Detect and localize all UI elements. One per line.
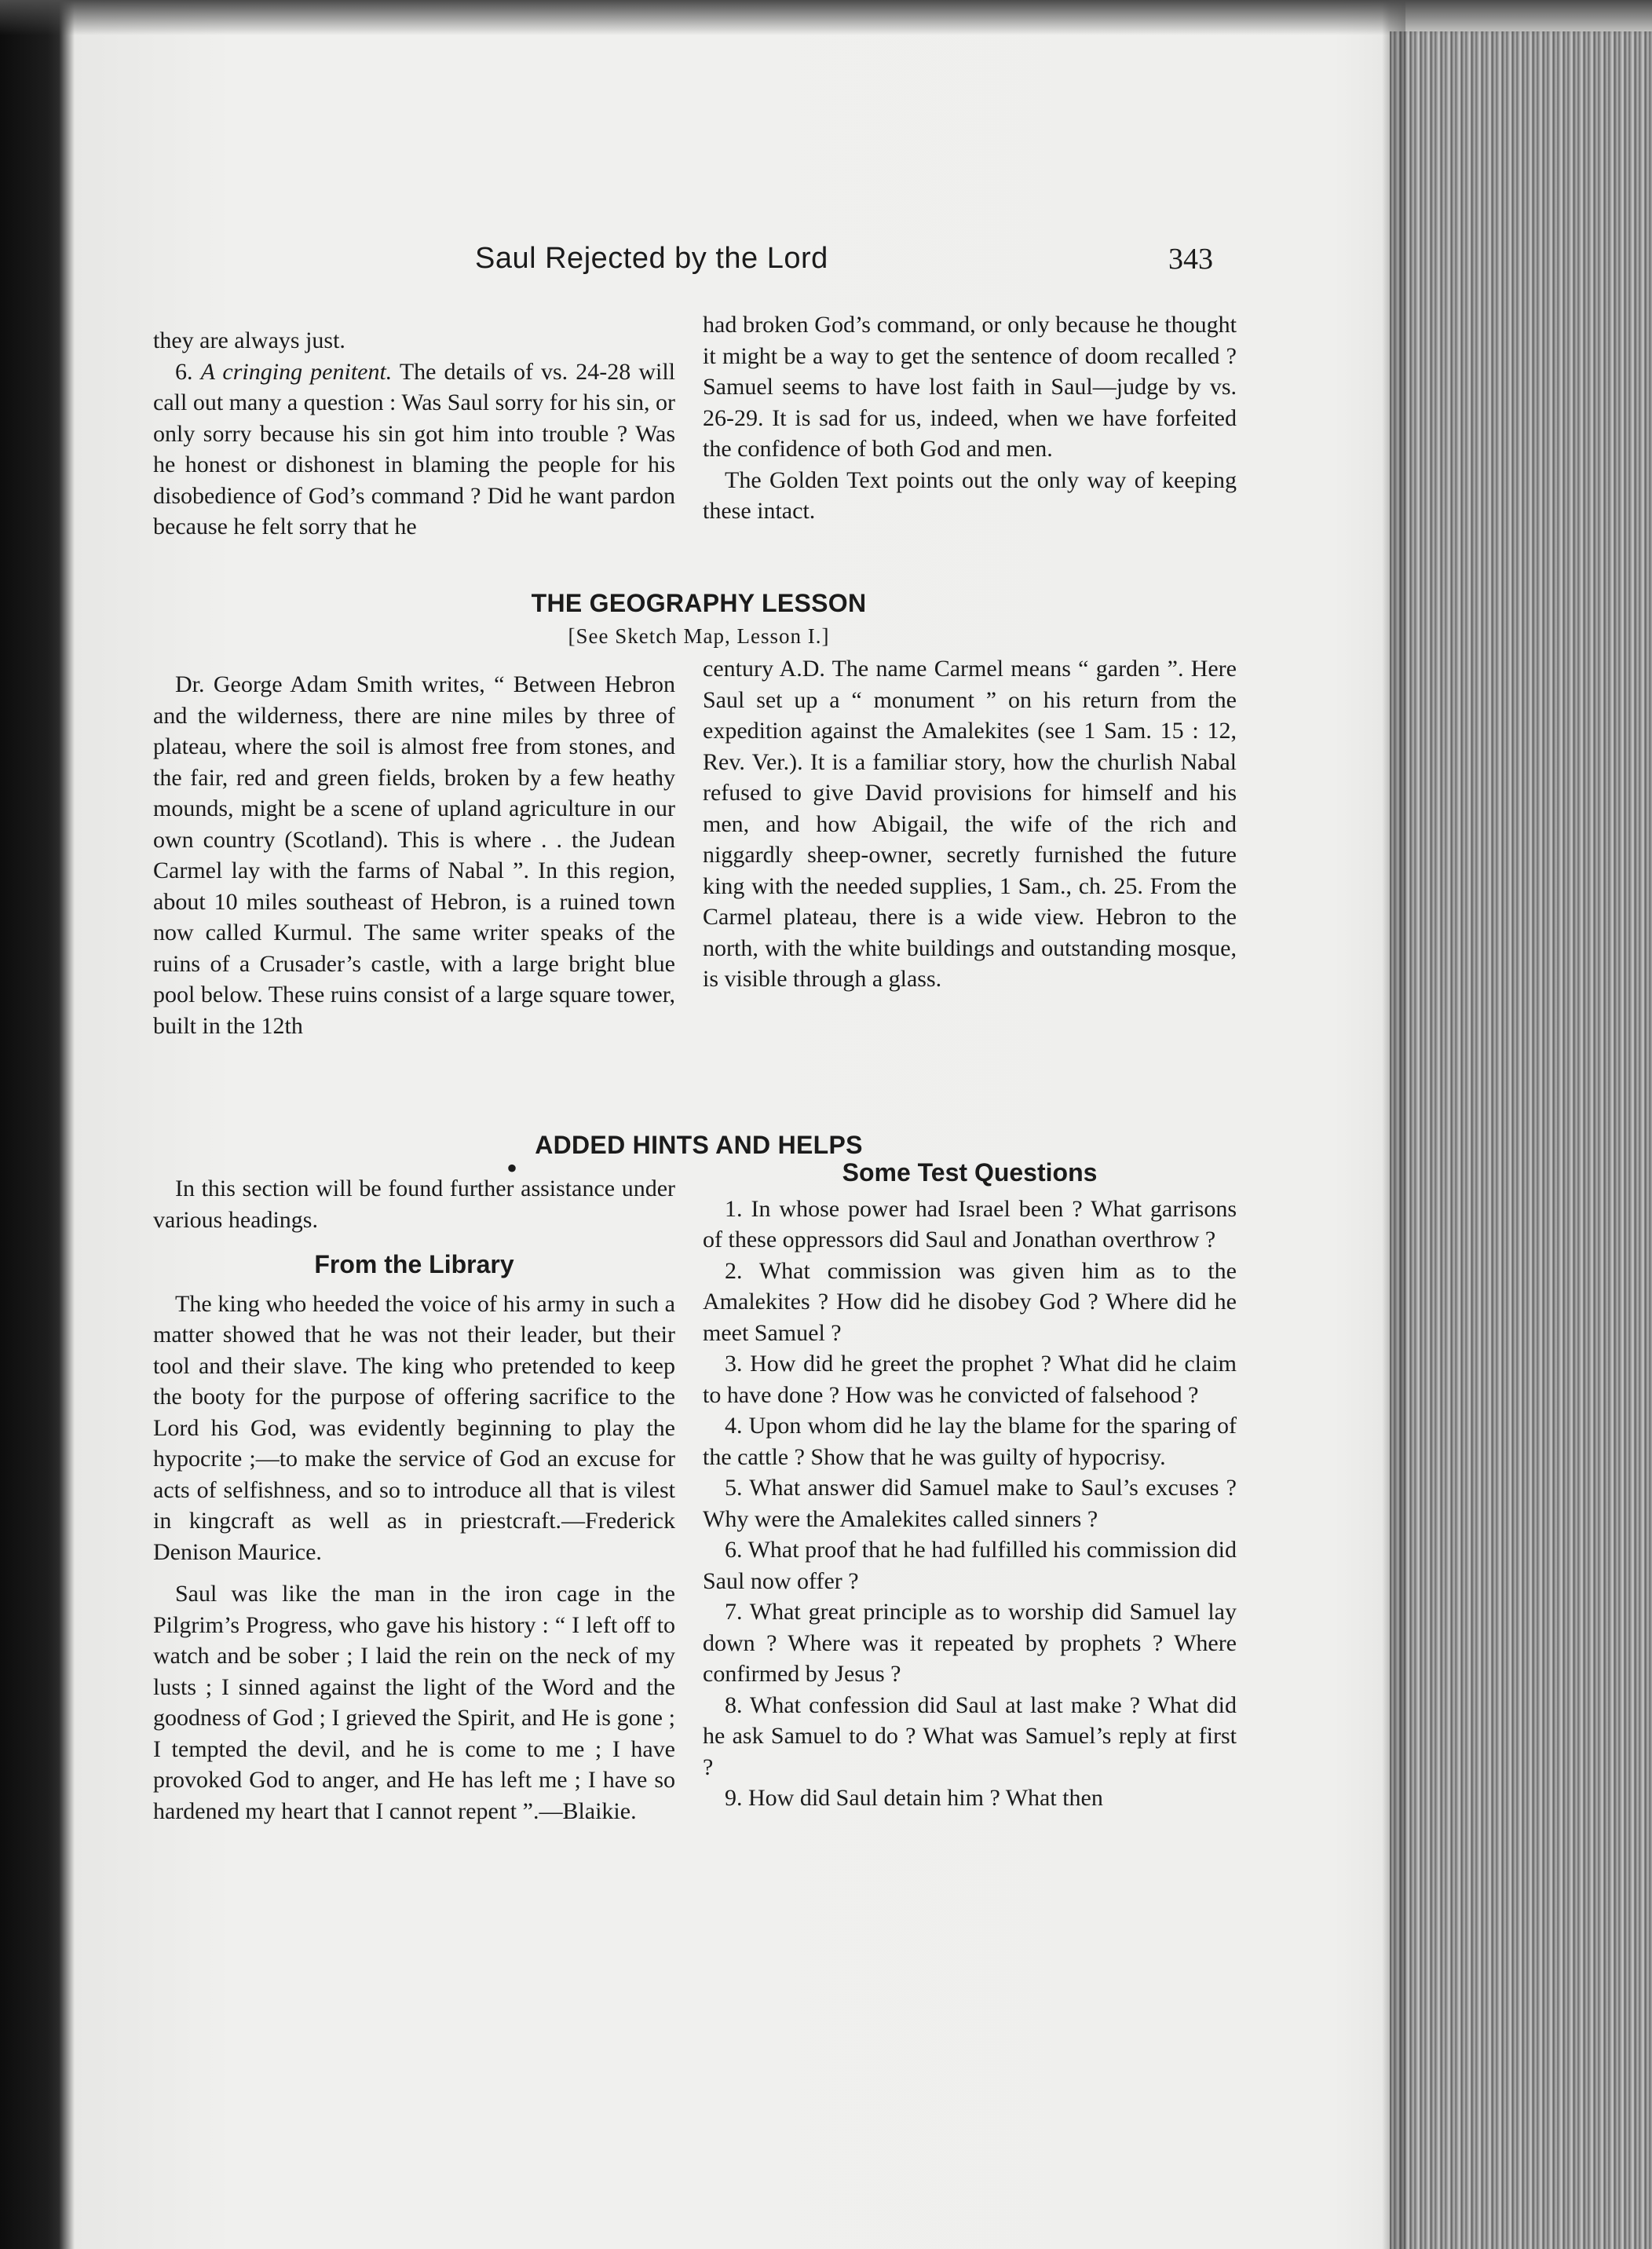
library-paragraph-blaikie: Saul was like the man in the iron cage in the Pilgrim’s Progress, who gave his history : “ I left off to watch and be sober ; I laid the rein on the neck of my lusts ; I sinned against the light of the Word and the goodness of God ; I grieved the Spirit, and He is gone ; I tempted the devil, and he is come to me ; I have provoked God to anger, and He has left me ; I have so hardened my heart that I cannot repent ”.—Blaikie.	[153, 1581, 675, 1824]
paragraph-golden-text: The Golden Text points out the only way of keeping these intact.	[703, 466, 1237, 524]
question-9: 9. How did Saul detain him ? What then	[725, 1785, 1103, 1811]
page-number: 343	[1168, 243, 1213, 276]
hints-right-column	[703, 1157, 1237, 1814]
library-heading: From the Library	[314, 1250, 514, 1278]
top-left-column	[153, 325, 675, 543]
paragraph-body: The details of vs. 24-28 will call out many a question : Was Saul sorry for his sin, or only sorry because his sin got him into trouble ? Was he honest or dishonest in blaming the people for his disobedience of God’s command ? Did he want pardon because he felt sorry that he	[153, 358, 675, 539]
book-page	[153, 242, 1244, 2048]
running-head	[153, 242, 1244, 281]
geography-paragraph-right: century A.D. The name Carmel means “ garden ”. Here Saul set up a “ monument ” on his return from the expedition against the Amalekites (see 1 Sam. 15 : 12, Rev. Ver.). It is a familiar story, how the churlish Nabal refused to give David provisions for himself and his men, and how Abigail, the wife of the rich and niggardly sheep-owner, secretly furnished the future king with the needed supplies, 1 Sam., ch. 25. From the Carmel plateau, there is a wide view. Hebron to the north, with the white buildings and outstanding mosque, is visible through a glass.	[703, 656, 1237, 992]
italic-lead: A cringing penitent.	[200, 358, 393, 385]
book-page-edges	[1390, 31, 1652, 2249]
paragraph-continued-right: had broken God’s command, or only because he thought it might be a way to get the sentence of doom recalled ? Samuel seems to have lost faith in Saul—judge by vs. 26-29. It is sad for us, indeed, when we have forfeited the confidence of both God and men.	[703, 312, 1237, 462]
item-number: 6.	[175, 358, 193, 385]
added-hints-heading: ADDED HINTS AND HELPS	[535, 1131, 863, 1159]
hints-left-column	[153, 1173, 675, 1827]
hints-intro: In this section will be found further assistance under various headings.	[153, 1176, 675, 1233]
test-questions-heading: Some Test Questions	[842, 1158, 1098, 1187]
top-right-column	[703, 309, 1237, 527]
geography-paragraph-left: Dr. George Adam Smith writes, “ Between Hebron and the wilderness, there are nine miles by three of plateau, where the soil is almost free from stones, and the fair, red and green fields, broken by a few heathy mounds, might be a scene of upland agriculture in our own country (Scotland). This is where . . the Judean Carmel lay with the farms of Nabal ”. In this region, about 10 miles southeast of Hebron, is a ruined town now called Kurmul. The same writer speaks of the ruins of a Crusader’s castle, with a large bright blue pool below. These ruins consist of a large square tower, built in the 12th	[153, 671, 675, 1039]
library-paragraph-maurice: The king who heeded the voice of his army in such a matter showed that he was not their leader, but their tool and their slave. The king who pretended to keep the booty for the purpose of offering sacrifice to the Lord his God, was evidently beginning to play the hypocrite ;—to make the service of God an excuse for acts of selfishness, and so to introduce all that is vilest in kingcraft as well as in priestcraft.—Frederick Denison Maurice.	[153, 1290, 675, 1565]
running-title: Saul Rejected by the Lord	[475, 242, 828, 275]
question-8: 8. What confession did Saul at last make ? What did he ask Samuel to do ? What was Samuel’s reply at first ?	[703, 1691, 1237, 1780]
paragraph-cringing-penitent	[153, 357, 675, 543]
geography-left-column	[153, 669, 675, 1041]
question-7: 7. What great principle as to worship did Samuel lay down ? Where was it repeated by prophets ? Where confirmed by Jesus ?	[703, 1599, 1237, 1687]
geography-subheading: [See Sketch Map, Lesson I.]	[568, 624, 830, 648]
question-6: 6. What proof that he had fulfilled his commission did Saul now offer ?	[703, 1537, 1237, 1594]
geography-heading: THE GEOGRAPHY LESSON	[531, 589, 867, 617]
top-shadow	[0, 0, 1652, 35]
page-shadow	[1382, 0, 1405, 2249]
bullet-dot: •	[506, 1150, 518, 1186]
question-3: 3. How did he greet the prophet ? What did he claim to have done ? How was he convicted of falsehood ?	[703, 1351, 1237, 1408]
question-4: 4. Upon whom did he lay the blame for the sparing of the cattle ? Show that he was guilty of hypocrisy.	[703, 1413, 1237, 1470]
geography-right-column	[703, 653, 1237, 995]
question-5: 5. What answer did Samuel make to Saul’s excuses ? Why were the Amalekites called sinners ?	[703, 1475, 1237, 1532]
question-2: 2. What commission was given him as to the Amalekites ? How did he disobey God ? Where did he meet Samuel ?	[703, 1257, 1237, 1346]
paragraph-continued: they are always just.	[153, 327, 345, 353]
question-1: 1. In whose power had Israel been ? What garrisons of these oppressors did Saul and Jonathan overthrow ?	[703, 1195, 1237, 1252]
